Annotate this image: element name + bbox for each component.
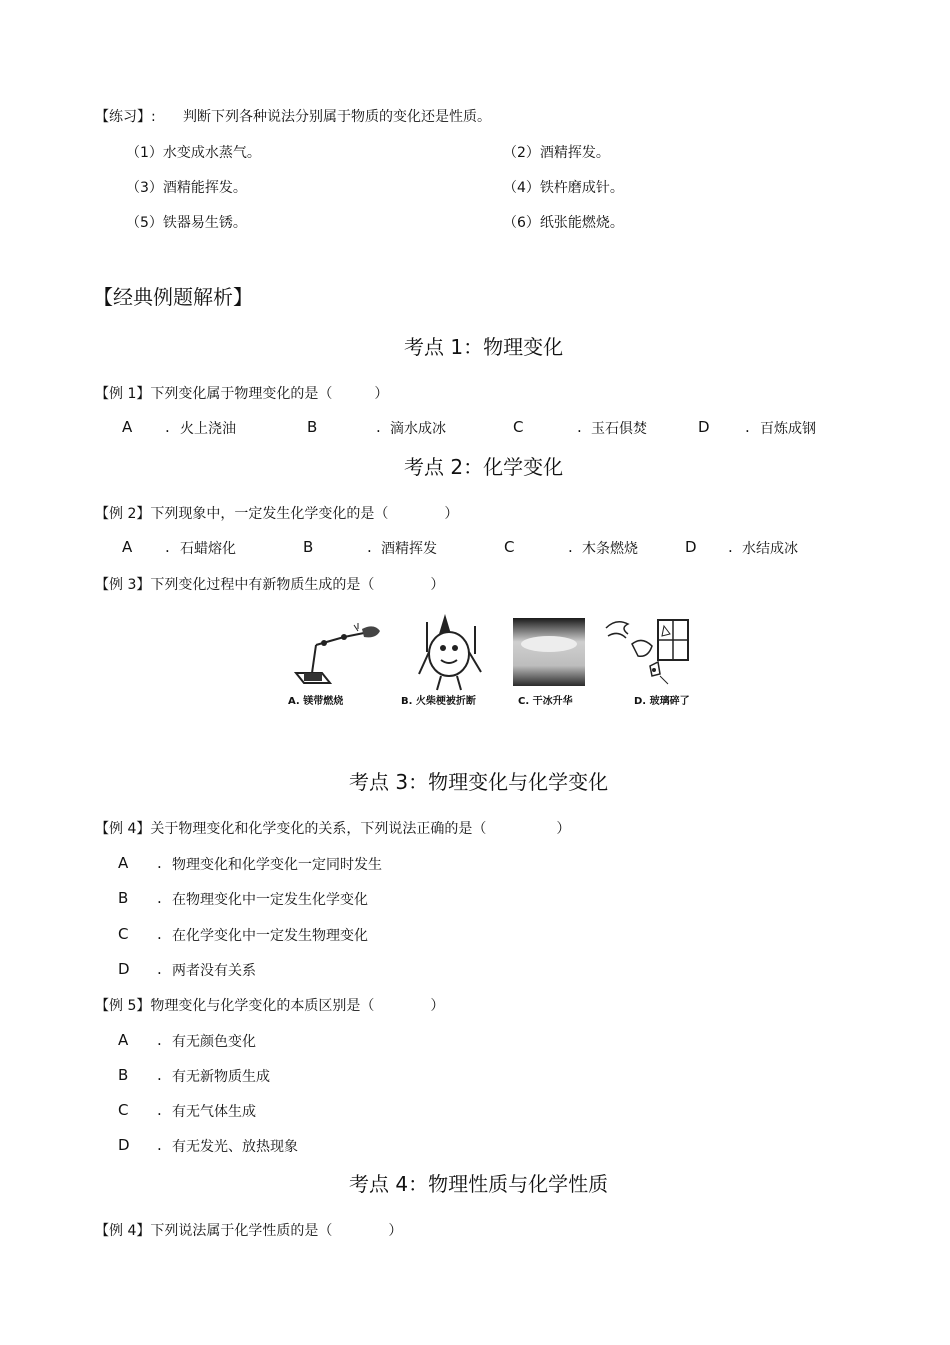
example1-option-b-letter: B [307,418,318,436]
example4-option-c-text: 在化学变化中一定发生物理变化 [172,928,368,944]
example4-option-a-text: 物理变化和化学变化一定同时发生 [172,857,382,873]
practice-item-6: （6）纸张能燃烧。 [503,215,624,231]
kaodian2-title: 考点 2：化学变化 [404,455,564,479]
example1-option-a-dot: . [165,418,170,436]
example4-option-b-letter: B [118,889,129,907]
example5-option-a-text: 有无颜色变化 [172,1034,256,1050]
example4-option-c-dot: . [157,925,162,943]
example4-option-d-dot: . [157,960,162,978]
practice-item-2: （2）酒精挥发。 [503,145,610,161]
example5-question: 【例 5】物理变化与化学变化的本质区别是（ ） [95,998,445,1014]
example1-option-c-dot: . [577,418,582,436]
caption-b: B. 火柴梗被折断 [401,696,476,707]
example4-question: 【例 4】关于物理变化和化学变化的关系，下列说法正确的是（ ） [95,821,571,837]
example2-option-a-letter: A [122,538,133,556]
example1-option-b-dot: . [376,418,381,436]
example2-option-c-dot: . [568,538,573,556]
section-title: 【经典例题解析】 [93,285,253,309]
caption-c: C. 干冰升华 [518,696,573,707]
example5-option-d-dot: . [157,1136,162,1154]
example1-option-a-letter: A [122,418,133,436]
example5-option-b-letter: B [118,1066,129,1084]
example2-question: 【例 2】下列现象中，一定发生化学变化的是（ ） [95,506,459,522]
kaodian1-title: 考点 1：物理变化 [404,335,564,359]
example2-option-d-text: 水结成冰 [742,541,798,557]
example2-option-b-letter: B [303,538,314,556]
example4-option-a-letter: A [118,854,129,872]
example2-option-d-letter: D [685,538,697,556]
practice-item-5: （5）铁器易生锈。 [126,215,247,231]
example5-option-b-dot: . [157,1066,162,1084]
broken-glass-illustration [602,614,694,690]
example1-option-d-dot: . [745,418,750,436]
magnesium-burning-illustration [284,615,384,691]
example4-option-d-letter: D [118,960,130,978]
example1-option-d-text: 百炼成钢 [760,421,816,437]
practice-item-3: （3）酒精能挥发。 [126,180,247,196]
example4-option-d-text: 两者没有关系 [172,963,256,979]
kaodian4-title: 考点 4：物理性质与化学性质 [349,1172,609,1196]
example2-option-c-text: 木条燃烧 [582,541,638,557]
example1-option-b-text: 滴水成冰 [390,421,446,437]
example4-option-a-dot: . [157,854,162,872]
example1-option-c-letter: C [513,418,524,436]
example2-option-c-letter: C [504,538,515,556]
example1-question: 【例 1】下列变化属于物理变化的是（ ） [95,386,389,402]
example5-option-b-text: 有无新物质生成 [172,1069,270,1085]
example1-option-d-letter: D [698,418,710,436]
example2-option-b-text: 酒精挥发 [381,541,437,557]
caption-a: A. 镁带燃烧 [288,696,344,707]
example1-option-c-text: 玉石俱焚 [591,421,647,437]
example5-option-a-dot: . [157,1031,162,1049]
example2-option-a-dot: . [165,538,170,556]
example2-option-a-text: 石蜡熔化 [180,541,236,557]
example5-option-d-text: 有无发光、放热现象 [172,1139,298,1155]
practice-item-1: （1）水变成水蒸气。 [126,145,261,161]
broken-matchstick-illustration [405,612,495,692]
example4-option-b-text: 在物理变化中一定发生化学变化 [172,892,368,908]
example6-question: 【例 4】下列说法属于化学性质的是（ ） [95,1223,403,1239]
caption-d: D. 玻璃碎了 [634,696,690,707]
example2-option-b-dot: . [367,538,372,556]
example2-option-d-dot: . [728,538,733,556]
example4-option-c-letter: C [118,925,129,943]
example4-option-b-dot: . [157,889,162,907]
practice-label: 【练习】: [95,109,156,125]
example1-option-a-text: 火上浇油 [180,421,236,437]
example5-option-c-text: 有无气体生成 [172,1104,256,1120]
example5-option-c-dot: . [157,1101,162,1119]
practice-item-4: （4）铁杵磨成针。 [503,180,624,196]
dry-ice-sublimation-illustration [513,618,585,686]
example5-option-a-letter: A [118,1031,129,1049]
example3-question: 【例 3】下列变化过程中有新物质生成的是（ ） [95,577,445,593]
example5-option-c-letter: C [118,1101,129,1119]
example5-option-d-letter: D [118,1136,130,1154]
kaodian3-title: 考点 3：物理变化与化学变化 [349,770,609,794]
practice-prompt: 判断下列各种说法分别属于物质的变化还是性质。 [183,109,491,125]
